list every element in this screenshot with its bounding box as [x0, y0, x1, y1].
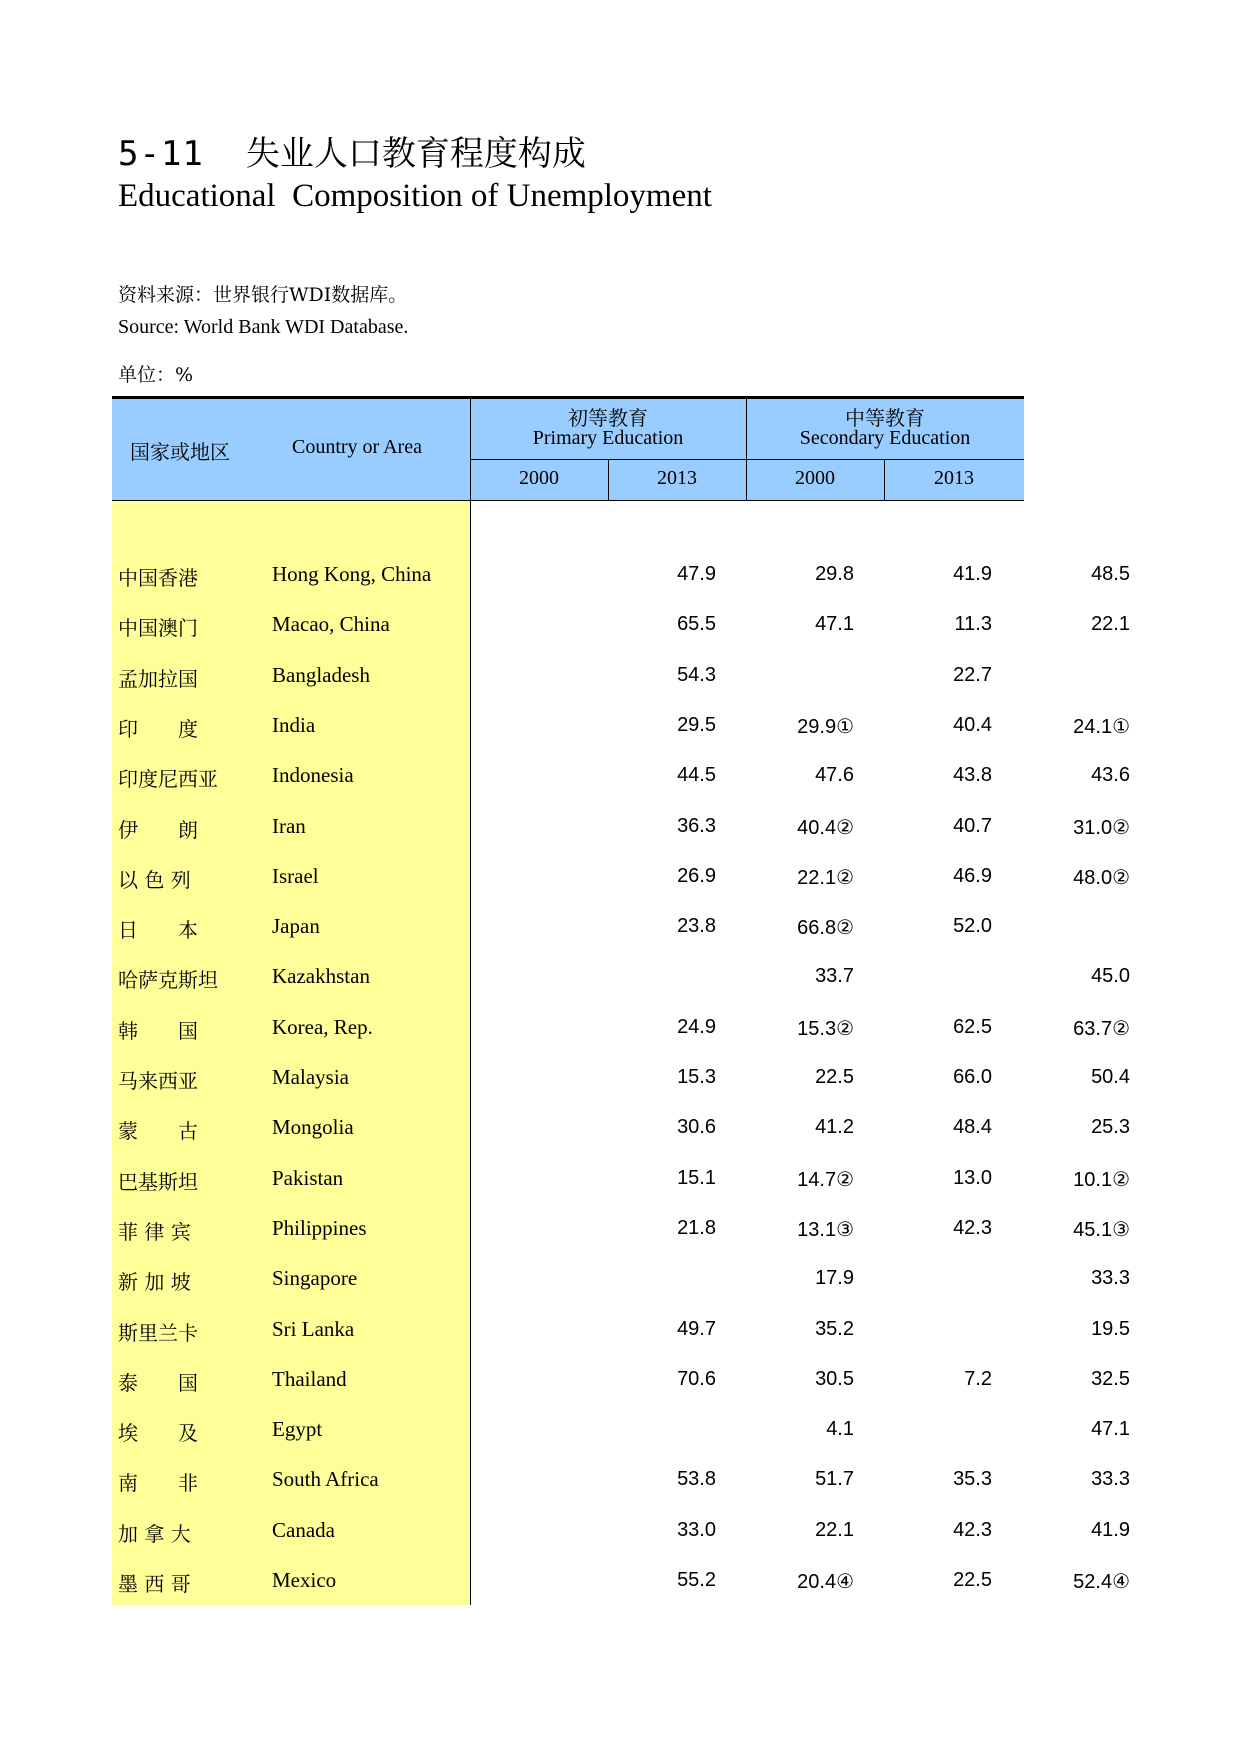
value-secondary-2013: 41.9 — [1091, 1518, 1130, 1541]
value-primary-2013: 22.1② — [797, 866, 854, 889]
country-name-en: India — [272, 712, 316, 737]
table-row — [112, 751, 1130, 801]
value-primary-2013: 41.2 — [815, 1116, 854, 1139]
header-year-p2000: 2000 — [519, 467, 559, 489]
country-name-zh: 印 度 — [118, 716, 198, 741]
value-primary-2013: 51.7 — [815, 1468, 854, 1491]
header-year-s2000: 2000 — [795, 467, 835, 489]
value-primary-2000: 53.8 — [677, 1468, 716, 1491]
country-name-zh: 韩 国 — [118, 1018, 198, 1043]
country-name-zh: 泰 国 — [118, 1370, 198, 1395]
value-primary-2000: 54.3 — [677, 663, 716, 686]
value-primary-2013: 66.8② — [797, 917, 854, 940]
value-primary-2013: 47.6 — [815, 764, 854, 787]
value-primary-2000: 26.9 — [677, 864, 716, 887]
value-primary-2013: 22.1 — [815, 1518, 854, 1541]
value-primary-2013: 22.5 — [815, 1066, 854, 1088]
header-year-s2013: 2013 — [934, 467, 974, 489]
value-primary-2000: 30.6 — [677, 1116, 716, 1139]
country-name-zh: 蒙 古 — [118, 1119, 198, 1144]
header-divider — [884, 459, 885, 501]
value-secondary-2013: 33.3 — [1091, 1468, 1130, 1491]
value-primary-2000: 23.8 — [677, 915, 716, 938]
table-row — [112, 600, 1130, 650]
value-secondary-2013: 63.7② — [1073, 1017, 1130, 1040]
country-name-en: Korea, Rep. — [272, 1014, 373, 1039]
country-name-zh: 菲 律 宾 — [118, 1219, 191, 1244]
table-row — [112, 1455, 1130, 1505]
value-secondary-2013: 43.6 — [1091, 764, 1130, 787]
country-name-zh: 中国香港 — [118, 566, 198, 590]
country-name-zh: 加 拿 大 — [118, 1521, 191, 1546]
value-secondary-2000: 40.7 — [953, 814, 992, 837]
value-primary-2013: 4.1 — [826, 1418, 854, 1441]
value-primary-2013: 15.3② — [797, 1017, 854, 1040]
value-primary-2000: 29.5 — [677, 713, 716, 736]
value-primary-2000: 47.9 — [677, 563, 716, 585]
table-row — [112, 1103, 1130, 1153]
value-secondary-2013: 45.0 — [1091, 965, 1130, 988]
country-name-en: Bangladesh — [272, 662, 370, 687]
value-secondary-2013: 19.5 — [1091, 1317, 1130, 1340]
value-secondary-2000: 42.3 — [953, 1216, 992, 1239]
value-primary-2000: 49.7 — [677, 1317, 716, 1340]
country-name-en: Philippines — [272, 1215, 367, 1240]
header-country-zh: 国家或地区 — [130, 442, 230, 464]
title-en: Educational Composition of Unemployment — [118, 178, 712, 214]
country-name-zh: 伊 朗 — [118, 817, 198, 842]
value-secondary-2013: 32.5 — [1091, 1367, 1130, 1390]
header-divider — [746, 399, 747, 501]
country-name-zh: 印度尼西亚 — [118, 767, 218, 792]
country-name-en: Mongolia — [272, 1115, 354, 1140]
header-primary-zh: 初等教育 — [568, 408, 648, 430]
value-secondary-2000: 35.3 — [953, 1468, 992, 1491]
value-secondary-2013: 52.4④ — [1073, 1571, 1130, 1593]
source-en: Source: World Bank WDI Database. — [118, 316, 409, 338]
table-row — [112, 550, 1130, 600]
country-name-en: Israel — [272, 863, 319, 888]
table-row — [112, 952, 1130, 1002]
country-name-zh: 哈萨克斯坦 — [118, 968, 218, 993]
country-name-en: Japan — [272, 914, 320, 939]
value-secondary-2000: 43.8 — [953, 764, 992, 787]
country-name-zh: 南 非 — [118, 1471, 198, 1496]
country-name-en: Macao, China — [272, 612, 390, 637]
value-primary-2000: 15.1 — [677, 1166, 716, 1189]
country-name-en: Singapore — [272, 1266, 358, 1291]
header-primary-en: Primary Education — [532, 427, 684, 449]
country-name-zh: 马来西亚 — [118, 1069, 198, 1093]
header-secondary-zh: 中等教育 — [845, 408, 925, 430]
table-row — [112, 1154, 1130, 1204]
value-primary-2000: 24.9 — [677, 1015, 716, 1038]
title-zh: 失业人口教育程度构成 — [245, 134, 586, 174]
country-name-en: Sri Lanka — [272, 1316, 355, 1341]
country-name-en: Pakistan — [272, 1165, 344, 1190]
country-name-zh: 斯里兰卡 — [118, 1320, 198, 1345]
value-secondary-2000: 41.9 — [953, 563, 992, 585]
table-row — [112, 651, 1024, 701]
country-name-zh: 中国澳门 — [118, 616, 198, 641]
value-primary-2000: 33.0 — [677, 1518, 716, 1541]
value-primary-2013: 29.8 — [815, 563, 854, 585]
table-row — [112, 1355, 1130, 1405]
table-row — [112, 852, 1130, 902]
value-primary-2000: 55.2 — [677, 1569, 716, 1591]
value-secondary-2013: 33.3 — [1091, 1267, 1130, 1290]
country-name-en: Thailand — [272, 1366, 347, 1391]
value-secondary-2013: 50.4 — [1091, 1066, 1130, 1088]
value-secondary-2000: 46.9 — [953, 864, 992, 887]
value-secondary-2000: 40.4 — [953, 713, 992, 736]
value-secondary-2013: 47.1 — [1091, 1418, 1130, 1441]
table-row — [112, 1254, 1130, 1304]
table-row — [112, 1053, 1130, 1103]
value-secondary-2000: 48.4 — [953, 1116, 992, 1139]
unit-label: 单位：% — [118, 364, 194, 386]
value-primary-2013: 20.4④ — [797, 1571, 854, 1593]
country-name-zh: 巴基斯坦 — [118, 1169, 198, 1194]
table-row — [112, 1556, 1130, 1606]
table-row — [112, 1204, 1130, 1254]
value-secondary-2013: 24.1① — [1073, 715, 1130, 738]
value-primary-2000: 36.3 — [677, 814, 716, 837]
value-primary-2013: 40.4② — [797, 816, 854, 839]
table-row — [112, 1305, 1130, 1355]
table-row — [112, 701, 1130, 751]
value-primary-2013: 29.9① — [797, 715, 854, 738]
value-primary-2013: 30.5 — [815, 1367, 854, 1390]
value-primary-2013: 17.9 — [815, 1267, 854, 1290]
value-primary-2000: 44.5 — [677, 764, 716, 787]
source-zh: 资料来源：世界银行WDI数据库。 — [118, 284, 408, 306]
country-name-zh: 埃 及 — [118, 1421, 198, 1446]
header-rule — [470, 459, 1024, 460]
value-secondary-2013: 45.1③ — [1073, 1218, 1130, 1241]
value-secondary-2013: 25.3 — [1091, 1116, 1130, 1139]
header-divider — [470, 399, 471, 501]
value-primary-2000: 15.3 — [677, 1066, 716, 1088]
value-secondary-2013: 10.1② — [1073, 1168, 1130, 1191]
country-name-en: Kazakhstan — [272, 964, 370, 989]
table-number: 5-11 — [118, 134, 204, 174]
country-name-en: South Africa — [272, 1467, 379, 1492]
value-primary-2013: 33.7 — [815, 965, 854, 988]
value-primary-2000: 65.5 — [677, 613, 716, 636]
table-row — [112, 802, 1130, 852]
country-name-en: Malaysia — [272, 1065, 349, 1089]
value-secondary-2013: 22.1 — [1091, 613, 1130, 636]
country-name-zh: 以 色 列 — [118, 867, 191, 892]
country-name-en: Egypt — [272, 1417, 323, 1442]
header-year-p2013: 2013 — [657, 467, 697, 489]
country-name-en: Mexico — [272, 1568, 337, 1592]
value-secondary-2000: 52.0 — [953, 915, 992, 938]
value-secondary-2000: 7.2 — [964, 1367, 992, 1390]
value-secondary-2000: 13.0 — [953, 1166, 992, 1189]
value-secondary-2000: 66.0 — [953, 1066, 992, 1088]
country-name-en: Hong Kong, China — [272, 562, 432, 586]
value-secondary-2000: 62.5 — [953, 1015, 992, 1038]
header-country-en: Country or Area — [292, 436, 422, 458]
country-name-en: Canada — [272, 1517, 335, 1542]
value-primary-2013: 13.1③ — [797, 1218, 854, 1241]
table-row — [112, 1506, 1130, 1556]
value-primary-2000: 21.8 — [677, 1216, 716, 1239]
table-title — [118, 126, 586, 175]
value-secondary-2000: 42.3 — [953, 1518, 992, 1541]
value-secondary-2013: 31.0② — [1073, 816, 1130, 839]
country-name-zh: 孟加拉国 — [118, 666, 198, 691]
value-secondary-2000: 22.7 — [953, 663, 992, 686]
value-primary-2000: 70.6 — [677, 1367, 716, 1390]
header-secondary-en: Secondary Education — [799, 427, 971, 449]
value-secondary-2000: 11.3 — [954, 613, 992, 636]
value-secondary-2000: 22.5 — [953, 1569, 992, 1591]
value-secondary-2013: 48.5 — [1091, 563, 1130, 585]
country-name-zh: 墨 西 哥 — [118, 1572, 191, 1596]
table-row — [112, 1405, 1130, 1455]
country-name-en: Iran — [272, 813, 306, 838]
value-primary-2013: 14.7② — [797, 1168, 854, 1191]
value-primary-2013: 47.1 — [815, 613, 854, 636]
value-primary-2013: 35.2 — [815, 1317, 854, 1340]
country-name-zh: 日 本 — [118, 918, 198, 943]
country-name-zh: 新 加 坡 — [118, 1270, 191, 1295]
value-secondary-2013: 48.0② — [1073, 866, 1130, 889]
header-divider — [608, 459, 609, 501]
table-row — [112, 902, 1024, 952]
country-name-en: Indonesia — [272, 763, 354, 788]
table-row — [112, 1003, 1130, 1053]
